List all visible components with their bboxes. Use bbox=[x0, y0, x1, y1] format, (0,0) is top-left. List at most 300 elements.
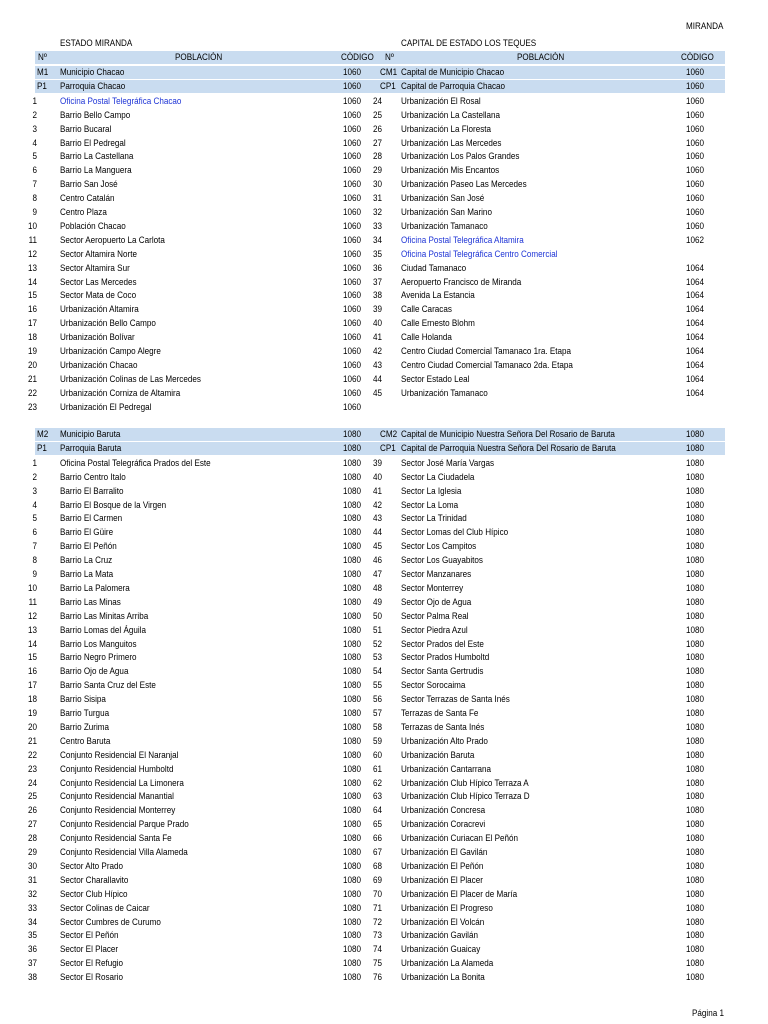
postal-code: 1060 bbox=[342, 137, 361, 148]
postal-code: 1064 bbox=[685, 262, 704, 273]
place-name: Barrio Negro Primero bbox=[60, 652, 137, 663]
row-number: 54 bbox=[372, 666, 382, 677]
row-number: 62 bbox=[372, 777, 382, 788]
place-name: Urbanización Tamanaco bbox=[401, 387, 488, 398]
place-name: Sector Prados Humboltd bbox=[401, 652, 490, 663]
place-name: Urbanización Coracrevi bbox=[401, 819, 486, 830]
row-number: 42 bbox=[372, 499, 382, 510]
row-number: 1 bbox=[32, 457, 37, 468]
postal-code: 1060 bbox=[342, 234, 361, 245]
row-number: 10 bbox=[27, 582, 37, 593]
row-number: 37 bbox=[372, 276, 382, 287]
place-name: Urbanización Mis Encantos bbox=[401, 165, 500, 176]
postal-code: 1080 bbox=[342, 513, 361, 524]
place-name: Centro Ciudad Comercial Tamanaco 2da. Etapa bbox=[401, 359, 573, 370]
row-number: 10 bbox=[27, 220, 37, 231]
place-name: Barrio Lomas del Águila bbox=[60, 624, 147, 635]
row-number: 9 bbox=[32, 207, 37, 217]
row-number: 43 bbox=[372, 359, 382, 370]
admin-code: 1080 bbox=[342, 429, 361, 439]
place-name: Oficina Postal Telegráfica Altamira bbox=[401, 234, 524, 245]
col-poblacion-left: POBLACIÓN bbox=[175, 52, 223, 62]
postal-code: 1060 bbox=[342, 262, 361, 273]
row-number: 40 bbox=[372, 471, 382, 482]
place-name: Barrio La Castellana bbox=[60, 151, 134, 162]
place-name: Barrio Centro Italo bbox=[60, 471, 126, 482]
right-title: CAPITAL DE ESTADO LOS TEQUES bbox=[401, 38, 537, 48]
row-number: 42 bbox=[372, 346, 382, 356]
row-number: 17 bbox=[27, 680, 37, 691]
postal-code: 1080 bbox=[342, 624, 361, 635]
place-name: Urbanización Altamira bbox=[60, 304, 139, 315]
row-number: 43 bbox=[372, 513, 382, 524]
place-name: Barrio Zurima bbox=[60, 721, 110, 732]
place-name: Sector Estado Leal bbox=[401, 373, 470, 384]
row-number: 25 bbox=[27, 791, 37, 802]
place-name: Barrio El Peñón bbox=[60, 541, 117, 552]
place-name: Sector El Peñón bbox=[60, 930, 119, 941]
postal-code: 1080 bbox=[685, 958, 704, 969]
place-name: Urbanización Paseo Las Mercedes bbox=[401, 179, 527, 190]
row-number: 59 bbox=[372, 735, 382, 746]
place-name: Urbanización El Gavilán bbox=[401, 847, 488, 857]
postal-code: 1080 bbox=[342, 680, 361, 691]
postal-code: 1060 bbox=[342, 290, 361, 301]
postal-code: 1060 bbox=[342, 276, 361, 287]
row-number: 57 bbox=[372, 708, 382, 718]
place-name: Barrio Las Minitas Arriba bbox=[60, 610, 149, 621]
place-name: Calle Holanda bbox=[401, 332, 452, 343]
postal-code: 1080 bbox=[685, 694, 704, 705]
row-number: 50 bbox=[372, 610, 382, 621]
place-name: Barrio El Bosque de la Virgen bbox=[60, 499, 167, 510]
row-number: 25 bbox=[372, 109, 382, 120]
place-name: Urbanización Corniza de Altamira bbox=[60, 387, 181, 398]
place-name: Urbanización Concresa bbox=[401, 805, 486, 816]
row-number: 4 bbox=[32, 499, 37, 510]
place-name: Barrio San José bbox=[60, 179, 118, 190]
place-name: Sector Alto Prado bbox=[60, 860, 124, 871]
row-number: 20 bbox=[27, 359, 37, 370]
postal-code: 1060 bbox=[342, 401, 361, 412]
postal-code: 1080 bbox=[685, 888, 704, 899]
place-name: Barrio Bello Campo bbox=[60, 109, 131, 120]
row-number: 33 bbox=[27, 902, 37, 913]
place-name: Barrio La Cruz bbox=[60, 555, 113, 566]
admin-name: Parroquia Baruta bbox=[60, 442, 122, 453]
postal-code: 1060 bbox=[685, 151, 704, 162]
postal-code: 1060 bbox=[342, 318, 361, 329]
place-name: Calle Caracas bbox=[401, 304, 452, 315]
postal-code: 1080 bbox=[342, 944, 361, 955]
place-name: Sector Aeropuerto La Carlota bbox=[60, 234, 165, 245]
row-number: 14 bbox=[27, 276, 37, 287]
row-number: 5 bbox=[32, 151, 37, 162]
postal-code: 1080 bbox=[342, 735, 361, 746]
place-name: Sector El Rosario bbox=[60, 972, 124, 983]
postal-code: 1064 bbox=[685, 290, 704, 301]
admin-code: 1060 bbox=[342, 80, 361, 91]
postal-code: 1080 bbox=[685, 680, 704, 691]
admin-code: 1060 bbox=[685, 67, 704, 77]
admin-name: Municipio Baruta bbox=[60, 429, 121, 439]
place-name: Sector La Ciudadela bbox=[401, 471, 475, 482]
row-number: 12 bbox=[27, 610, 37, 621]
place-name: Barrio Santa Cruz del Este bbox=[60, 680, 156, 691]
postal-code: 1080 bbox=[685, 708, 704, 718]
place-name: Conjunto Residencial Santa Fe bbox=[60, 833, 172, 844]
place-name: Urbanización El Placer bbox=[401, 874, 483, 885]
row-number: 38 bbox=[27, 972, 37, 983]
place-name: Barrio El Güire bbox=[60, 527, 114, 538]
admin-tag: CM2 bbox=[380, 429, 398, 439]
place-name: Barrio La Manguera bbox=[60, 165, 132, 176]
row-number: 21 bbox=[27, 373, 37, 384]
page-number: Página 1 bbox=[692, 1008, 725, 1018]
postal-code: 1080 bbox=[685, 638, 704, 649]
postal-code: 1080 bbox=[342, 972, 361, 983]
admin-code: 1080 bbox=[342, 442, 361, 453]
postal-code: 1060 bbox=[685, 220, 704, 231]
row-number: 47 bbox=[372, 569, 382, 579]
admin-name: Capital de Parroquia Chacao bbox=[401, 80, 506, 91]
row-number: 18 bbox=[27, 694, 37, 705]
row-number: 28 bbox=[27, 833, 37, 844]
row-number: 51 bbox=[372, 624, 382, 635]
place-name: Urbanización Colinas de Las Mercedes bbox=[60, 373, 201, 384]
row-number: 29 bbox=[27, 847, 37, 857]
postal-code: 1060 bbox=[342, 165, 361, 176]
place-name: Urbanización El Volcán bbox=[401, 916, 485, 927]
place-name: Sector Los Campitos bbox=[401, 541, 477, 552]
place-name: Conjunto Residencial Parque Prado bbox=[60, 819, 189, 830]
row-number: 26 bbox=[372, 123, 382, 134]
place-name: Urbanización El Peñón bbox=[401, 860, 484, 871]
place-name: Oficina Postal Telegráfica Centro Comercial bbox=[401, 248, 558, 259]
postal-code: 1080 bbox=[685, 805, 704, 816]
place-name: Sector La Loma bbox=[401, 499, 459, 510]
row-number: 65 bbox=[372, 819, 382, 830]
postal-code: 1080 bbox=[685, 819, 704, 830]
row-number: 3 bbox=[32, 123, 37, 134]
place-name: Urbanización Alto Prado bbox=[401, 735, 488, 746]
row-number: 37 bbox=[27, 958, 37, 969]
row-number: 41 bbox=[372, 485, 382, 496]
place-name: Sector El Refugio bbox=[60, 958, 124, 969]
row-number: 32 bbox=[27, 888, 37, 899]
row-number: 38 bbox=[372, 290, 382, 301]
postal-code: 1080 bbox=[342, 457, 361, 468]
place-name: Avenida La Estancia bbox=[401, 290, 475, 301]
place-name: Sector Club Hípico bbox=[60, 888, 128, 899]
column-header-row bbox=[35, 51, 725, 64]
postal-code: 1080 bbox=[685, 666, 704, 677]
admin-code: 1060 bbox=[685, 80, 704, 91]
admin-tag: P1 bbox=[37, 80, 47, 91]
postal-code: 1080 bbox=[685, 874, 704, 885]
row-number: 46 bbox=[372, 555, 382, 566]
place-name: Calle Ernesto Blohm bbox=[401, 318, 475, 329]
row-number: 31 bbox=[27, 874, 37, 885]
row-number: 66 bbox=[372, 833, 382, 844]
postal-code: 1064 bbox=[685, 346, 704, 356]
place-name: Oficina Postal Telegráfica Chacao bbox=[60, 95, 182, 106]
row-number: 70 bbox=[372, 888, 382, 899]
postal-code: 1080 bbox=[342, 652, 361, 663]
postal-code: 1060 bbox=[342, 109, 361, 120]
place-name: Urbanización Club Hípico Terraza D bbox=[401, 791, 530, 802]
place-name: Urbanización La Floresta bbox=[401, 123, 492, 134]
postal-code: 1060 bbox=[342, 387, 361, 398]
row-number: 73 bbox=[372, 930, 382, 941]
postal-code: 1080 bbox=[342, 916, 361, 927]
row-number: 11 bbox=[28, 234, 37, 245]
left-title: ESTADO MIRANDA bbox=[60, 38, 133, 48]
table-titles bbox=[35, 37, 725, 49]
row-number: 6 bbox=[32, 527, 37, 538]
postal-code: 1080 bbox=[342, 833, 361, 844]
admin-code: 1080 bbox=[685, 429, 704, 439]
admin-tag: P1 bbox=[37, 442, 47, 453]
postal-code: 1080 bbox=[685, 777, 704, 788]
row-number: 17 bbox=[27, 318, 37, 329]
postal-code: 1080 bbox=[342, 888, 361, 899]
admin-name: Capital de Municipio Chacao bbox=[401, 67, 505, 77]
postal-code: 1060 bbox=[342, 151, 361, 162]
postal-code: 1060 bbox=[685, 193, 704, 204]
postal-code: 1080 bbox=[685, 749, 704, 760]
row-number: 32 bbox=[372, 207, 382, 217]
row-number: 45 bbox=[372, 387, 382, 398]
place-name: Urbanización Chacao bbox=[60, 359, 138, 370]
postal-code: 1080 bbox=[685, 513, 704, 524]
place-name: Sector El Placer bbox=[60, 944, 119, 955]
postal-code: 1060 bbox=[342, 304, 361, 315]
postal-code: 1080 bbox=[685, 541, 704, 552]
place-name: Barrio El Carmen bbox=[60, 513, 123, 524]
place-name: Barrio Bucaral bbox=[60, 123, 112, 134]
row-number: 15 bbox=[27, 290, 37, 301]
postal-code: 1080 bbox=[342, 638, 361, 649]
row-number: 8 bbox=[32, 555, 37, 566]
place-name: Oficina Postal Telegráfica Prados del Este bbox=[60, 457, 211, 468]
postal-code: 1080 bbox=[685, 721, 704, 732]
postal-code: 1060 bbox=[685, 179, 704, 190]
postal-code: 1060 bbox=[342, 220, 361, 231]
row-number: 19 bbox=[27, 708, 37, 718]
postal-code: 1080 bbox=[685, 860, 704, 871]
row-number: 13 bbox=[27, 624, 37, 635]
place-name: Barrio Ojo de Agua bbox=[60, 666, 129, 677]
place-name: Sector Terrazas de Santa Inés bbox=[401, 694, 510, 705]
row-number: 64 bbox=[372, 805, 382, 816]
row-number: 14 bbox=[27, 638, 37, 649]
row-number: 23 bbox=[27, 763, 37, 774]
row-number: 76 bbox=[372, 972, 382, 983]
postal-code: 1060 bbox=[685, 137, 704, 148]
col-codigo-left: CÓDIGO bbox=[341, 52, 374, 62]
postal-code: 1080 bbox=[342, 708, 361, 718]
place-name: Barrio Turgua bbox=[60, 708, 110, 718]
place-name: Centro Baruta bbox=[60, 735, 111, 746]
postal-code: 1080 bbox=[342, 527, 361, 538]
place-name: Sector Santa Gertrudis bbox=[401, 666, 484, 677]
row-number: 15 bbox=[27, 652, 37, 663]
postal-code: 1080 bbox=[685, 652, 704, 663]
place-name: Barrio El Barralito bbox=[60, 485, 124, 496]
postal-code: 1060 bbox=[342, 179, 361, 190]
row-number: 30 bbox=[372, 179, 382, 190]
admin-name: Parroquia Chacao bbox=[60, 80, 126, 91]
postal-code: 1080 bbox=[342, 777, 361, 788]
row-number: 13 bbox=[27, 262, 37, 273]
place-name: Centro Ciudad Comercial Tamanaco 1ra. Etapa bbox=[401, 346, 572, 356]
postal-code: 1080 bbox=[685, 791, 704, 802]
postal-code: 1080 bbox=[342, 721, 361, 732]
row-number: 11 bbox=[28, 596, 37, 607]
row-number: 36 bbox=[27, 944, 37, 955]
col-poblacion-right: POBLACIÓN bbox=[517, 52, 565, 62]
row-number: 12 bbox=[27, 248, 37, 259]
place-name: Aeropuerto Francisco de Miranda bbox=[401, 276, 522, 287]
row-number: 1 bbox=[32, 95, 37, 106]
col-no-left: Nº bbox=[38, 52, 47, 62]
postal-code: 1080 bbox=[342, 763, 361, 774]
row-number: 60 bbox=[372, 749, 382, 760]
postal-code: 1080 bbox=[685, 582, 704, 593]
place-name: Barrio Las Minas bbox=[60, 596, 121, 607]
place-name: Sector Charallavito bbox=[60, 874, 129, 885]
row-number: 18 bbox=[27, 332, 37, 343]
postal-code: 1060 bbox=[685, 95, 704, 106]
postal-code: 1080 bbox=[342, 819, 361, 830]
postal-code: 1064 bbox=[685, 387, 704, 398]
admin-name: Municipio Chacao bbox=[60, 67, 125, 77]
row-number: 41 bbox=[372, 332, 382, 343]
place-name: Sector La Trinidad bbox=[401, 513, 467, 524]
row-number: 39 bbox=[372, 304, 382, 315]
row-number: 45 bbox=[372, 541, 382, 552]
place-name: Población Chacao bbox=[60, 220, 126, 231]
postal-code: 1080 bbox=[685, 833, 704, 844]
row-number: 26 bbox=[27, 805, 37, 816]
postal-code: 1080 bbox=[342, 485, 361, 496]
row-number: 36 bbox=[372, 262, 382, 273]
postal-code: 1060 bbox=[342, 248, 361, 259]
place-name: Ciudad Tamanaco bbox=[401, 262, 467, 273]
place-name: Terrazas de Santa Fe bbox=[401, 708, 479, 718]
row-number: 19 bbox=[27, 346, 37, 356]
postal-code: 1080 bbox=[342, 471, 361, 482]
postal-code: 1080 bbox=[342, 666, 361, 677]
admin-tag: CM1 bbox=[380, 67, 398, 77]
place-name: Conjunto Residencial Monterrey bbox=[60, 805, 176, 816]
row-number: 23 bbox=[27, 401, 37, 412]
postal-code: 1080 bbox=[685, 902, 704, 913]
row-number: 24 bbox=[372, 95, 382, 106]
place-name: Sector Altamira Norte bbox=[60, 248, 137, 259]
place-name: Sector Palma Real bbox=[401, 610, 469, 621]
postal-code: 1064 bbox=[685, 318, 704, 329]
place-name: Urbanización Las Mercedes bbox=[401, 137, 502, 148]
postal-code: 1080 bbox=[342, 958, 361, 969]
place-name: Urbanización Guaicay bbox=[401, 944, 481, 955]
postal-code: 1060 bbox=[342, 207, 361, 217]
postal-code: 1080 bbox=[342, 582, 361, 593]
row-number: 16 bbox=[27, 666, 37, 677]
postal-code: 1080 bbox=[342, 749, 361, 760]
row-number: 27 bbox=[27, 819, 37, 830]
postal-code: 1080 bbox=[685, 485, 704, 496]
postal-code: 1080 bbox=[685, 596, 704, 607]
place-name: Urbanización El Pedregal bbox=[60, 401, 152, 412]
postal-code: 1080 bbox=[685, 555, 704, 566]
place-name: Urbanización La Alameda bbox=[401, 958, 494, 969]
place-name: Urbanización El Placer de María bbox=[401, 888, 518, 899]
place-name: Urbanización Gavilán bbox=[401, 930, 478, 941]
row-number: 55 bbox=[372, 680, 382, 691]
place-name: Urbanización El Rosal bbox=[401, 95, 481, 106]
row-number: 29 bbox=[372, 165, 382, 176]
postal-code: 1080 bbox=[685, 972, 704, 983]
postal-code: 1064 bbox=[685, 359, 704, 370]
postal-code: 1080 bbox=[342, 874, 361, 885]
postal-code: 1080 bbox=[342, 499, 361, 510]
admin-name: Capital de Municipio Nuestra Señora Del Rosario de Baruta bbox=[401, 429, 615, 439]
postal-code: 1060 bbox=[685, 207, 704, 217]
col-codigo-right: CÓDIGO bbox=[681, 52, 714, 62]
row-number: 2 bbox=[32, 109, 37, 120]
row-number: 30 bbox=[27, 860, 37, 871]
admin-code: 1080 bbox=[685, 442, 704, 453]
row-number: 8 bbox=[32, 193, 37, 204]
row-number: 72 bbox=[372, 916, 382, 927]
postal-code: 1080 bbox=[342, 930, 361, 941]
row-number: 6 bbox=[32, 165, 37, 176]
place-name: Urbanización San José bbox=[401, 193, 485, 204]
place-name: Barrio Sisipa bbox=[60, 694, 106, 705]
row-number: 21 bbox=[27, 735, 37, 746]
row-number: 4 bbox=[32, 137, 37, 148]
postal-code: 1080 bbox=[685, 847, 704, 857]
postal-code: 1062 bbox=[685, 234, 704, 245]
place-name: Centro Plaza bbox=[60, 207, 107, 217]
row-number: 34 bbox=[27, 916, 37, 927]
place-name: Sector Ojo de Agua bbox=[401, 596, 472, 607]
postal-code: 1060 bbox=[342, 373, 361, 384]
postal-code: 1060 bbox=[685, 165, 704, 176]
postal-code: 1060 bbox=[342, 95, 361, 106]
place-name: Urbanización La Bonita bbox=[401, 972, 485, 983]
place-name: Centro Catalán bbox=[60, 193, 115, 204]
postal-code: 1080 bbox=[342, 569, 361, 579]
place-name: Sector Lomas del Club Hípico bbox=[401, 527, 509, 538]
row-number: 39 bbox=[372, 457, 382, 468]
row-number: 22 bbox=[27, 387, 37, 398]
postal-code: 1060 bbox=[685, 123, 704, 134]
postal-code: 1080 bbox=[342, 555, 361, 566]
place-name: Conjunto Residencial Villa Alameda bbox=[60, 847, 188, 857]
row-number: 53 bbox=[372, 652, 382, 663]
postal-code: 1064 bbox=[685, 276, 704, 287]
place-name: Urbanización La Castellana bbox=[401, 109, 501, 120]
place-name: Sector Las Mercedes bbox=[60, 276, 137, 287]
state-tag: MIRANDA bbox=[686, 21, 724, 31]
admin-tag: M1 bbox=[37, 67, 49, 77]
admin-tag: CP1 bbox=[380, 80, 396, 91]
place-name: Sector Manzanares bbox=[401, 569, 472, 579]
postal-code: 1080 bbox=[685, 569, 704, 579]
